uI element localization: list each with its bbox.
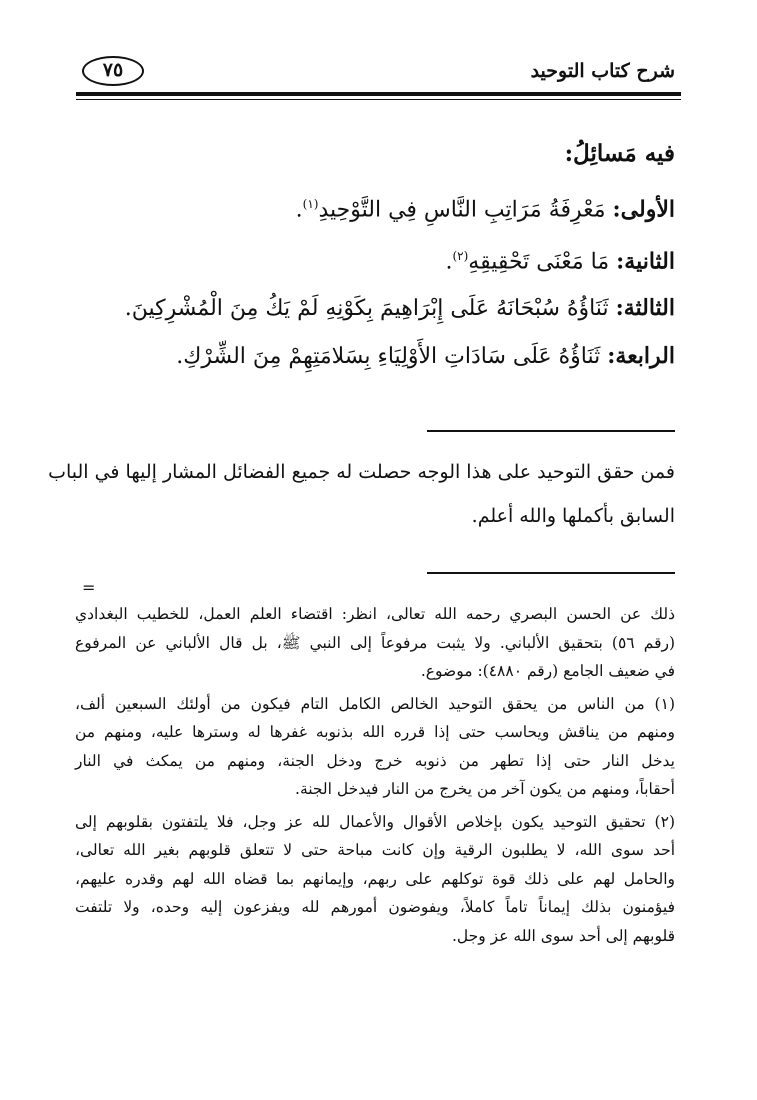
footnote-line: (١) من الناس من يحقق التوحيد الخالص الكامل التام فيكون من أولئك السبعين ألف،: [75, 694, 675, 713]
masail-item-label: الرابعة:: [607, 343, 675, 369]
masail-item-text: مَعْرِفَةُ مَرَاتِبِ النَّاسِ فِي التَّوْحِيدِ: [318, 197, 606, 223]
masail-item-2: [445, 238, 675, 280]
masail-heading: فيه مَسائِلُ:: [564, 140, 675, 167]
masail-item-3: [125, 290, 675, 327]
footnote-line: ذلك عن الحسن البصري رحمه الله تعالى، انظر: اقتضاء العلم العمل، للخطيب البغدادي: [75, 605, 675, 623]
footnote-line: في ضعيف الجامع (رقم ٤٨٨٠): موضوع.: [420, 662, 675, 680]
masail-item-text: مَا مَعْنَى تَحْقِيقِهِ: [468, 249, 610, 275]
footnote-continuation: [75, 600, 675, 686]
paragraph-line: فمن حقق التوحيد على هذا الوجه حصلت له جميع الفضائل المشار إليها في الباب: [48, 461, 675, 483]
footnotes-section: [75, 600, 675, 954]
page-number-oval: ٧٥: [82, 56, 144, 86]
body-paragraph: [48, 450, 675, 538]
footnote-line: (٢) تحقيق التوحيد يكون بإخلاص الأقوال والأعمال لله عز وجل، فلا يلتفتون بقلوبهم إلى: [75, 812, 675, 831]
footnote-2: [75, 808, 675, 951]
footnote-line: أحقاباً، ومنهم من يكون آخر من يخرج من النار فيدخل الجنة.: [295, 780, 675, 798]
footnote-line: (رقم ٥٦) بتحقيق الألباني. ولا يثبت مرفوعاً إلى النبي ﷺ، بل قال الألباني عن المرفوع: [75, 633, 676, 652]
footnote-line: أحد سوى الله، لا يطلبون الرقية وإن كانت مباحة حتى لا تتعلق قلوبهم بغير الله تعالى،: [75, 841, 675, 859]
header-rule: [76, 92, 681, 96]
masail-item-label: الثانية:: [616, 248, 675, 275]
masail-item-end: .: [445, 249, 453, 275]
footnote-1: [75, 690, 675, 804]
section-divider: [427, 430, 675, 432]
footnote-continuation-mark: =: [82, 578, 96, 597]
footnote-line: يدخل النار حتى إذا تطهر من ذنوبه خرج ودخل الجنة، ومنهم من يمكث في النار: [75, 751, 675, 770]
paragraph-line: السابق بأكملها والله أعلم.: [471, 505, 675, 527]
footnote-line: ومنهم من يناقش ويحاسب حتى إذا قرره الله بذنوبه غفرها له وسترها عليه، ومنهم من: [75, 723, 675, 741]
masail-item-1: [296, 186, 675, 228]
masail-item-label: الأولى:: [612, 196, 675, 223]
masail-item-text: ثَنَاؤُهُ سُبْحَانَهُ عَلَى إِبْرَاهِيمَ بِكَوْنِهِ لَمْ يَكُ مِنَ الْمُشْرِكِينَ.: [124, 296, 609, 321]
masail-item-label: الثالثة:: [615, 295, 675, 321]
running-header-title: شرح كتاب التوحيد: [530, 60, 675, 82]
footnote-line: والحامل لهم على ذلك قوة توكلهم على ربهم، وإيمانهم بما قضاه الله لهم وقدره عليهم،: [75, 869, 675, 888]
footnote-ref-2[interactable]: (٢): [452, 249, 469, 263]
footnote-line: قلوبهم إلى أحد سوى الله عز وجل.: [452, 926, 675, 945]
footnote-line: فيؤمنون بذلك إيماناً تاماً كاملاً، ويفوضون أمورهم لله ويفزعون إليه وحده، ولا تلتفت: [75, 898, 675, 916]
footnote-ref-1[interactable]: (١): [302, 197, 319, 211]
masail-item-end: .: [295, 197, 303, 223]
header-rule-thin: [76, 99, 681, 100]
footnote-separator: [427, 572, 675, 574]
masail-item-4: [176, 338, 675, 375]
masail-item-text: ثَنَاؤُهُ عَلَى سَادَاتِ الأَوْلِيَاءِ بِسَلامَتِهِمْ مِنَ الشِّرْكِ.: [176, 344, 601, 369]
